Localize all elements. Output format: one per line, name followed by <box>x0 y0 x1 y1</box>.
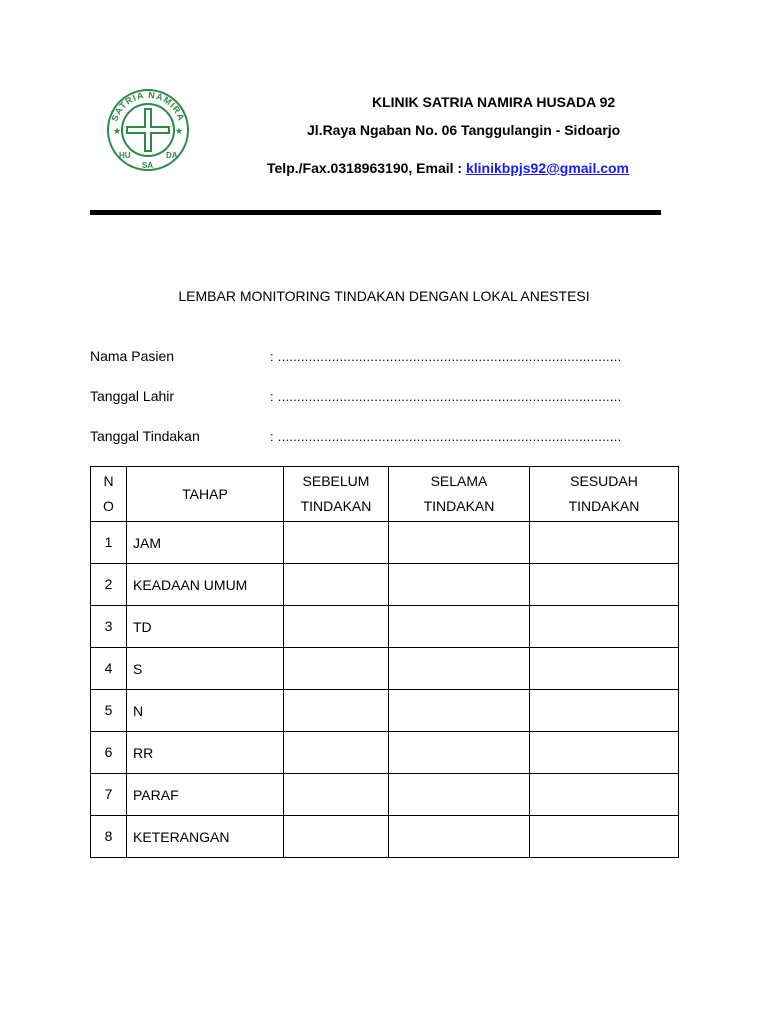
header-divider <box>90 210 661 215</box>
logo-right-star-icon: ★ <box>175 127 184 137</box>
clinic-address: Jl.Raya Ngaban No. 06 Tanggulangin - Sidoarjo <box>307 122 621 138</box>
row-number: 8 <box>91 816 127 858</box>
logo-text-da: DA <box>166 151 178 160</box>
header-sebelum-tindakan: SEBELUM TINDAKAN <box>284 467 389 522</box>
monitoring-table <box>90 466 679 858</box>
cell-selama[interactable] <box>389 732 530 774</box>
clinic-logo <box>104 88 192 172</box>
header-no: N O <box>91 467 127 522</box>
table-header-row <box>91 467 679 522</box>
cell-selama[interactable] <box>389 564 530 606</box>
cell-sebelum[interactable] <box>284 774 389 816</box>
row-number: 3 <box>91 606 127 648</box>
row-tahap: RR <box>127 732 284 774</box>
field-label-tanggal-tindakan: Tanggal Tindakan <box>90 428 200 444</box>
table-row <box>91 606 679 648</box>
table-row <box>91 816 679 858</box>
row-tahap: KEADAAN UMUM <box>127 564 284 606</box>
cell-sesudah[interactable] <box>530 522 679 564</box>
cell-selama[interactable] <box>389 816 530 858</box>
row-number: 7 <box>91 774 127 816</box>
cell-sesudah[interactable] <box>530 648 679 690</box>
logo-top-text: SATRIA NAMIRA <box>109 89 187 123</box>
row-number: 1 <box>91 522 127 564</box>
row-tahap: S <box>127 648 284 690</box>
cell-selama[interactable] <box>389 606 530 648</box>
row-tahap: TD <box>127 606 284 648</box>
cell-selama[interactable] <box>389 774 530 816</box>
field-value-tanggal-tindakan[interactable]: : ......................................................................................... <box>270 429 622 444</box>
table-row <box>91 774 679 816</box>
logo-left-star-icon: ★ <box>113 127 122 137</box>
row-tahap: PARAF <box>127 774 284 816</box>
table-row <box>91 690 679 732</box>
field-value-nama-pasien[interactable]: : ......................................................................................... <box>270 349 622 364</box>
row-tahap: N <box>127 690 284 732</box>
clinic-contact <box>267 160 629 176</box>
logo-text-hu: HU <box>119 151 131 160</box>
field-value-tanggal-lahir[interactable]: : ......................................................................................... <box>270 389 622 404</box>
header-sesudah-tindakan: SESUDAH TINDAKAN <box>530 467 679 522</box>
logo-text-sa: SA <box>142 161 154 170</box>
row-number: 2 <box>91 564 127 606</box>
row-number: 4 <box>91 648 127 690</box>
email-link[interactable]: klinikbpjs92@gmail.com <box>465 160 630 176</box>
contact-prefix: Telp./Fax.0318963190, Email : <box>267 160 466 176</box>
table-row <box>91 522 679 564</box>
row-tahap: KETERANGAN <box>127 816 284 858</box>
header-selama-tindakan: SELAMA TINDAKAN <box>389 467 530 522</box>
cell-sebelum[interactable] <box>284 690 389 732</box>
cell-sesudah[interactable] <box>530 732 679 774</box>
row-number: 6 <box>91 732 127 774</box>
cell-sesudah[interactable] <box>530 690 679 732</box>
cell-sebelum[interactable] <box>284 732 389 774</box>
cell-sebelum[interactable] <box>284 522 389 564</box>
row-number: 5 <box>91 690 127 732</box>
cell-sesudah[interactable] <box>530 564 679 606</box>
cell-sebelum[interactable] <box>284 564 389 606</box>
cell-sesudah[interactable] <box>530 606 679 648</box>
cell-sesudah[interactable] <box>530 774 679 816</box>
header-tahap: TAHAP <box>127 467 284 522</box>
table-row <box>91 648 679 690</box>
cell-selama[interactable] <box>389 690 530 732</box>
field-label-tanggal-lahir: Tanggal Lahir <box>90 388 175 404</box>
document-title: LEMBAR MONITORING TINDAKAN DENGAN LOKAL ANESTESI <box>178 288 590 304</box>
table-row <box>91 564 679 606</box>
cell-sebelum[interactable] <box>284 606 389 648</box>
cell-sebelum[interactable] <box>284 816 389 858</box>
clinic-name: KLINIK SATRIA NAMIRA HUSADA 92 <box>372 94 616 110</box>
table-row <box>91 732 679 774</box>
cell-selama[interactable] <box>389 648 530 690</box>
field-label-nama-pasien: Nama Pasien <box>90 348 175 364</box>
cell-selama[interactable] <box>389 522 530 564</box>
cell-sebelum[interactable] <box>284 648 389 690</box>
row-tahap: JAM <box>127 522 284 564</box>
cell-sesudah[interactable] <box>530 816 679 858</box>
